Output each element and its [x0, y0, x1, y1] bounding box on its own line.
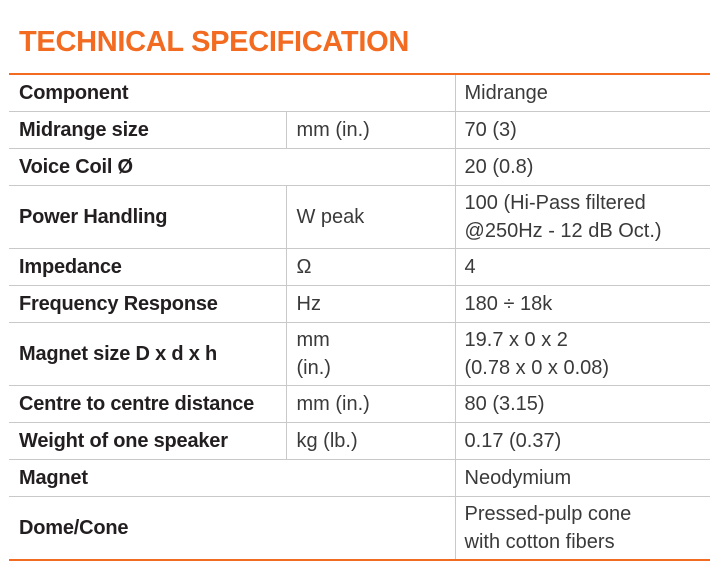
- table-row-magnet: [9, 460, 710, 497]
- spec-value: [455, 74, 710, 112]
- spec-value-line: 180 ÷ 18k: [464, 293, 553, 315]
- spec-value-line: (0.78 x 0 x 0.08): [464, 357, 610, 379]
- spec-value-line: 0.17 (0.37): [464, 430, 562, 452]
- spec-label: Weight of one speaker: [9, 423, 286, 460]
- table-row-centre-distance: [9, 386, 710, 423]
- spec-value-line: with cotton fibers: [464, 531, 615, 553]
- table-row-midrange-size: [9, 112, 710, 149]
- spec-value: [455, 497, 710, 561]
- table-row-impedance: [9, 249, 710, 286]
- spec-unit: kg (lb.): [286, 423, 455, 460]
- table-row-weight: [9, 423, 710, 460]
- spec-unit: W peak: [286, 186, 455, 249]
- spec-unit: Ω: [286, 249, 455, 286]
- spec-label: Centre to centre distance: [9, 386, 286, 423]
- spec-unit: Hz: [286, 286, 455, 323]
- table-row-power-handling: [9, 186, 710, 249]
- spec-table: [9, 73, 710, 561]
- spec-unit: mm (in.): [286, 112, 455, 149]
- spec-value-line: 70 (3): [464, 119, 517, 141]
- table-row-component: [9, 74, 710, 112]
- spec-value: [455, 460, 710, 497]
- table-row-voice-coil: [9, 149, 710, 186]
- spec-label: Frequency Response: [9, 286, 286, 323]
- spec-value-line: Pressed-pulp cone: [464, 503, 632, 525]
- spec-value-line: Neodymium: [464, 467, 572, 489]
- spec-unit: mm (in.): [286, 386, 455, 423]
- spec-unit-line: (in.): [296, 357, 331, 379]
- spec-value-line: 80 (3.15): [464, 393, 545, 415]
- spec-value-line: 19.7 x 0 x 2: [464, 329, 568, 351]
- spec-label: Midrange size: [9, 112, 286, 149]
- spec-value: [455, 186, 710, 249]
- spec-unit-line: mm: [296, 329, 330, 351]
- spec-unit: [286, 323, 455, 386]
- spec-label: Dome/Cone: [9, 497, 455, 561]
- spec-value: [455, 249, 710, 286]
- spec-value-line: @250Hz - 12 dB Oct.): [464, 220, 662, 242]
- spec-value: [455, 286, 710, 323]
- spec-value-line: Midrange: [464, 82, 548, 104]
- spec-label: Component: [19, 82, 129, 104]
- spec-value-line: 4: [464, 256, 476, 278]
- spec-label: Power Handling: [9, 186, 286, 249]
- spec-label: Magnet: [9, 460, 455, 497]
- spec-value: [455, 423, 710, 460]
- spec-value: [455, 149, 710, 186]
- table-row-frequency-response: [9, 286, 710, 323]
- table-row-dome-cone: [9, 497, 710, 561]
- spec-label: Magnet size D x d x h: [9, 323, 286, 386]
- spec-value: [455, 112, 710, 149]
- spec-value-line: 100 (Hi-Pass filtered: [464, 192, 646, 214]
- table-row-magnet-size: [9, 323, 710, 386]
- spec-value: [455, 386, 710, 423]
- spec-value: [455, 323, 710, 386]
- spec-value-line: 20 (0.8): [464, 156, 534, 178]
- spec-label: Impedance: [9, 249, 286, 286]
- page-title: TECHNICAL SPECIFICATION: [19, 26, 409, 58]
- spec-label: Voice Coil Ø: [9, 149, 455, 186]
